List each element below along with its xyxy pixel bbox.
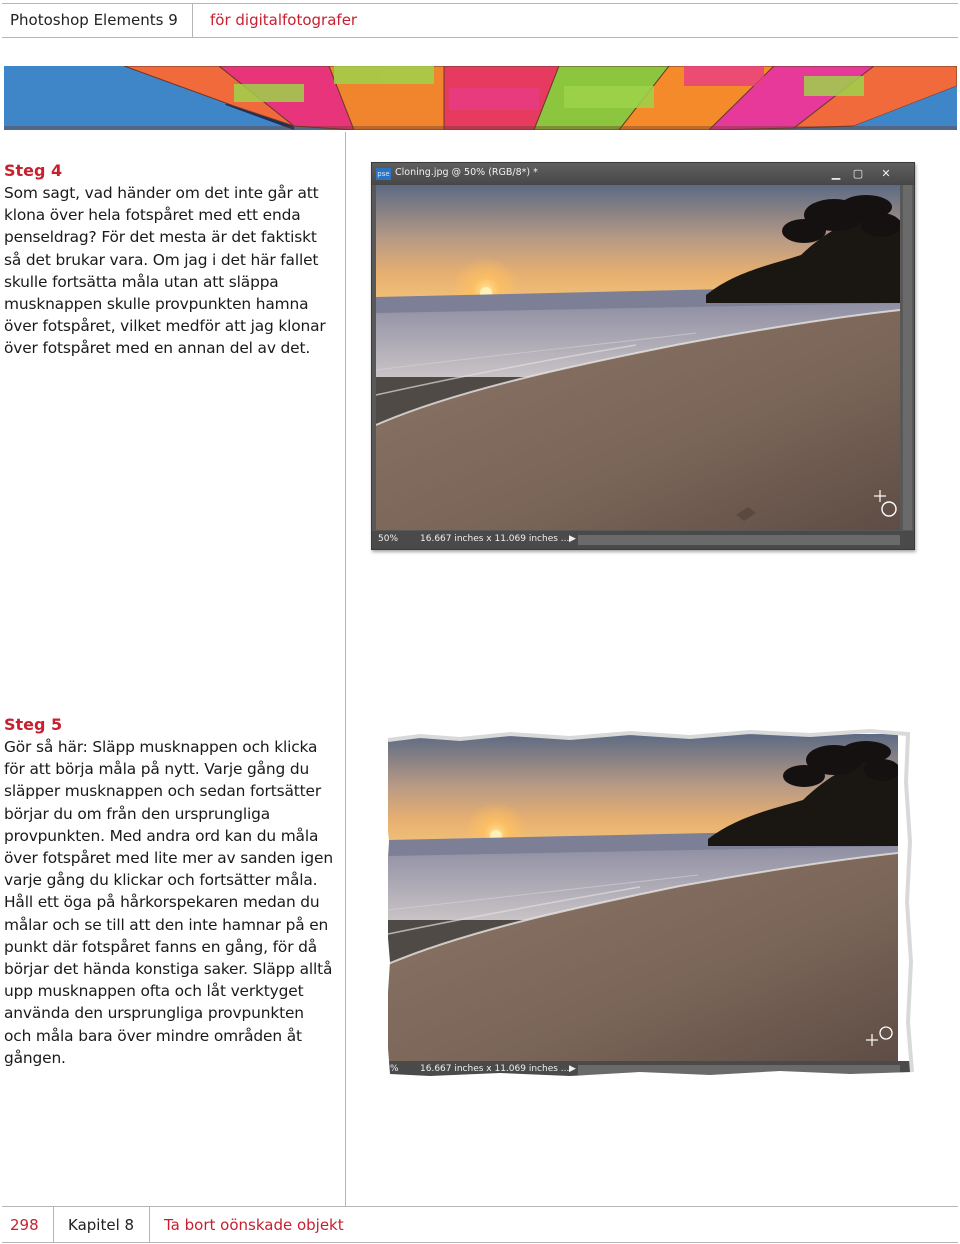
app-icon: pse — [377, 170, 390, 178]
book-title: Photoshop Elements 9 — [10, 11, 178, 29]
minimize-icon[interactable]: ▁ — [831, 167, 841, 180]
header-separator — [192, 3, 193, 38]
step-5-body: Gör så här: Släpp musknappen och klicka för att börja måla på nytt. Varje gång du släpper musknappen och sedan fortsätter börjar du om från den ursprungliga provpunkten. Med andra ord kan du måla över fotspåret med lite mer av sanden igen varje gång du klickar och fortsätter måla. Håll ett öga på hårkorspekaren medan du målar och se till att den inte hamnar på en punkt där fotspåret fanns en gång, för då börjar det hända konstiga saker. Släpp alltå upp musknappen ofta och låt verktyget använda den ursprungliga provpunkten och måla bara över mindre områden åt gången. — [4, 738, 333, 1067]
vertical-scrollbar[interactable] — [903, 185, 912, 530]
page-footer — [0, 1206, 960, 1244]
beach-photo — [376, 185, 900, 530]
step-4-heading: Steg 4 — [4, 161, 63, 180]
column-divider — [345, 132, 346, 1206]
page-header — [0, 0, 960, 40]
step-4-block — [4, 160, 334, 360]
header-rule-bottom — [2, 37, 958, 38]
status-menu-arrow-icon[interactable]: ▶ — [569, 534, 576, 544]
window-title: Cloning.jpg @ 50% (RGB/8*) * — [395, 167, 538, 178]
footer-rule-top — [2, 1206, 958, 1207]
chapter-title: Ta bort oönskade objekt — [164, 1216, 344, 1234]
torn-edge-screenshot — [380, 722, 914, 1082]
chapter-label: Kapitel 8 — [68, 1216, 135, 1234]
torn-paper-edge — [380, 722, 914, 1082]
step-5-heading: Steg 5 — [4, 715, 63, 734]
maximize-icon[interactable]: ▢ — [852, 167, 864, 180]
document-dimensions: 16.667 inches x 11.069 inches ... — [420, 534, 570, 544]
book-subtitle: för digitalfotografer — [210, 11, 358, 29]
status-menu-arrow-icon-2[interactable]: ▶ — [569, 1064, 576, 1074]
balloon-banner-image — [4, 66, 957, 130]
beach-photo-canvas[interactable] — [376, 185, 900, 530]
status-bar — [372, 531, 914, 549]
document-dimensions-2: 16.667 inches x 11.069 inches ... — [420, 1064, 570, 1074]
zoom-level-2: % — [390, 1064, 399, 1074]
window-titlebar — [372, 163, 914, 185]
header-rule-top — [2, 3, 958, 4]
step-5-block — [4, 714, 334, 1069]
page-number: 298 — [10, 1216, 39, 1234]
footer-separator-1 — [53, 1206, 54, 1243]
step-4-body: Som sagt, vad händer om det inte går att klona över hela fotspåret med ett enda penseldrag? För det mesta är det faktiskt så det brukar vara. Om jag i det här fallet skulle fortsätta måla utan att släppa musknappen skulle provpunkten hamna över fotspåret, vilket medför att jag klonar över fotspåret med en annan del av det. — [4, 184, 326, 358]
editor-window-screenshot — [371, 162, 915, 550]
footer-separator-2 — [149, 1206, 150, 1243]
footer-rule-bottom — [2, 1242, 958, 1243]
balloon-illustration — [4, 66, 957, 130]
horizontal-scrollbar[interactable] — [578, 535, 900, 545]
close-icon[interactable]: ✕ — [881, 167, 891, 180]
zoom-level: 50% — [378, 534, 399, 544]
